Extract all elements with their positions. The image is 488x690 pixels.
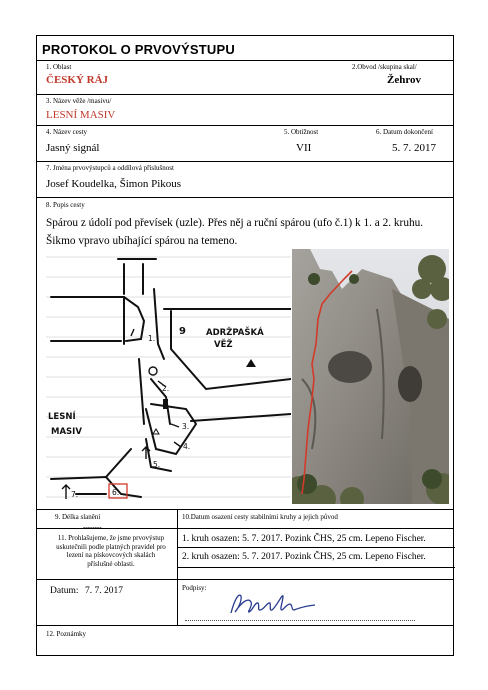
cesta-value: Jasný signál <box>46 142 100 154</box>
sketch-label: 9 <box>179 326 186 337</box>
obvod-label: 2.Obvod /skupina skal/ <box>352 63 417 71</box>
osazeni-label: 10.Datum osazení cesty stabilními kruhy a jejich původ <box>182 513 338 521</box>
oblast-label: 1. Oblast <box>46 63 72 71</box>
oblast-value: ČESKÝ RÁJ <box>46 74 109 86</box>
route-description <box>46 214 446 250</box>
vez-label: 3. Název věže /masivu/ <box>46 97 112 105</box>
prvovystupci-label: 7. Jména prvovýstupců a oddílová příslušnost <box>46 164 174 172</box>
prvovystupci-value: Josef Koudelka, Šimon Pikous <box>46 178 182 190</box>
obvod-value: Žehrov <box>387 74 422 86</box>
divider <box>37 125 453 126</box>
sketch-label: 6. <box>112 488 120 497</box>
cesta-label: 4. Název cesty <box>46 128 88 136</box>
divider <box>37 94 453 95</box>
route-description-line: Spárou z údolí pod převísek (uzle). Přes něj a ruční spárou (ufo č.1) k 1. a 2. kruhu. <box>46 217 424 229</box>
sketch-label: MASIV <box>51 427 82 437</box>
divider <box>37 528 453 529</box>
sketch-label: LESNÍ <box>48 412 76 422</box>
route-description-line: Šikmo vpravo ubíhající spárou na temeno. <box>46 235 238 247</box>
datum-dokonceni-label: 6. Datum dokončení <box>376 128 433 136</box>
delka-label: 9. Délka slanění <box>55 513 101 521</box>
datum-value: 7. 7. 2017 <box>85 586 123 596</box>
kruh1-text: 1. kruh osazen: 5. 7. 2017. Pozink ČHS, 25 cm. Lepeno Fischer. <box>182 534 426 544</box>
delka-value: -------- <box>83 523 102 531</box>
protocol-form <box>36 35 454 656</box>
obtiznost-label: 5. Obtížnost <box>284 128 319 136</box>
divider <box>177 567 455 568</box>
route-sketch <box>46 249 291 504</box>
sketch-label: 3. <box>182 422 190 431</box>
rock-photo <box>292 249 449 504</box>
sketch-label: 4. <box>183 442 191 451</box>
divider <box>37 579 453 580</box>
form-title: PROTOKOL O PRVOVÝSTUPU <box>42 42 235 57</box>
divider <box>177 547 455 548</box>
divider <box>37 60 453 61</box>
sketch-label: 5. <box>153 460 161 469</box>
obtiznost-value: VII <box>296 142 312 154</box>
divider <box>37 161 453 162</box>
podpisy-label: Podpisy: <box>182 584 207 592</box>
sketch-label: 7. <box>71 490 79 499</box>
datum-dokonceni-value: 5. 7. 2017 <box>392 142 436 154</box>
signature <box>227 588 327 618</box>
signature-line <box>185 620 415 621</box>
prohlaseni-text: 11. Prohlašujeme, že jsme prvovýstup uskutečnili podle platných pravidel pro lezení na pískovcových skalách příslušné oblasti. <box>56 534 166 568</box>
poznamky-label: 12. Poznámky <box>46 630 87 638</box>
sketch-label: VĚŽ <box>214 340 233 350</box>
divider <box>37 509 453 510</box>
kruh2-text: 2. kruh osazen: 5. 7. 2017. Pozink ČHS, 25 cm. Lepeno Fischer. <box>182 552 426 562</box>
vez-value: LESNÍ MASIV <box>46 109 116 121</box>
divider <box>37 197 453 198</box>
sketch-label: 1. <box>148 334 156 343</box>
datum-label: Datum: <box>50 586 79 596</box>
sketch-label: 2. <box>162 384 170 393</box>
divider <box>37 625 453 626</box>
sketch-label: ADRŽPAŠKÁ <box>206 328 264 338</box>
popis-label: 8. Popis cesty <box>46 201 85 209</box>
